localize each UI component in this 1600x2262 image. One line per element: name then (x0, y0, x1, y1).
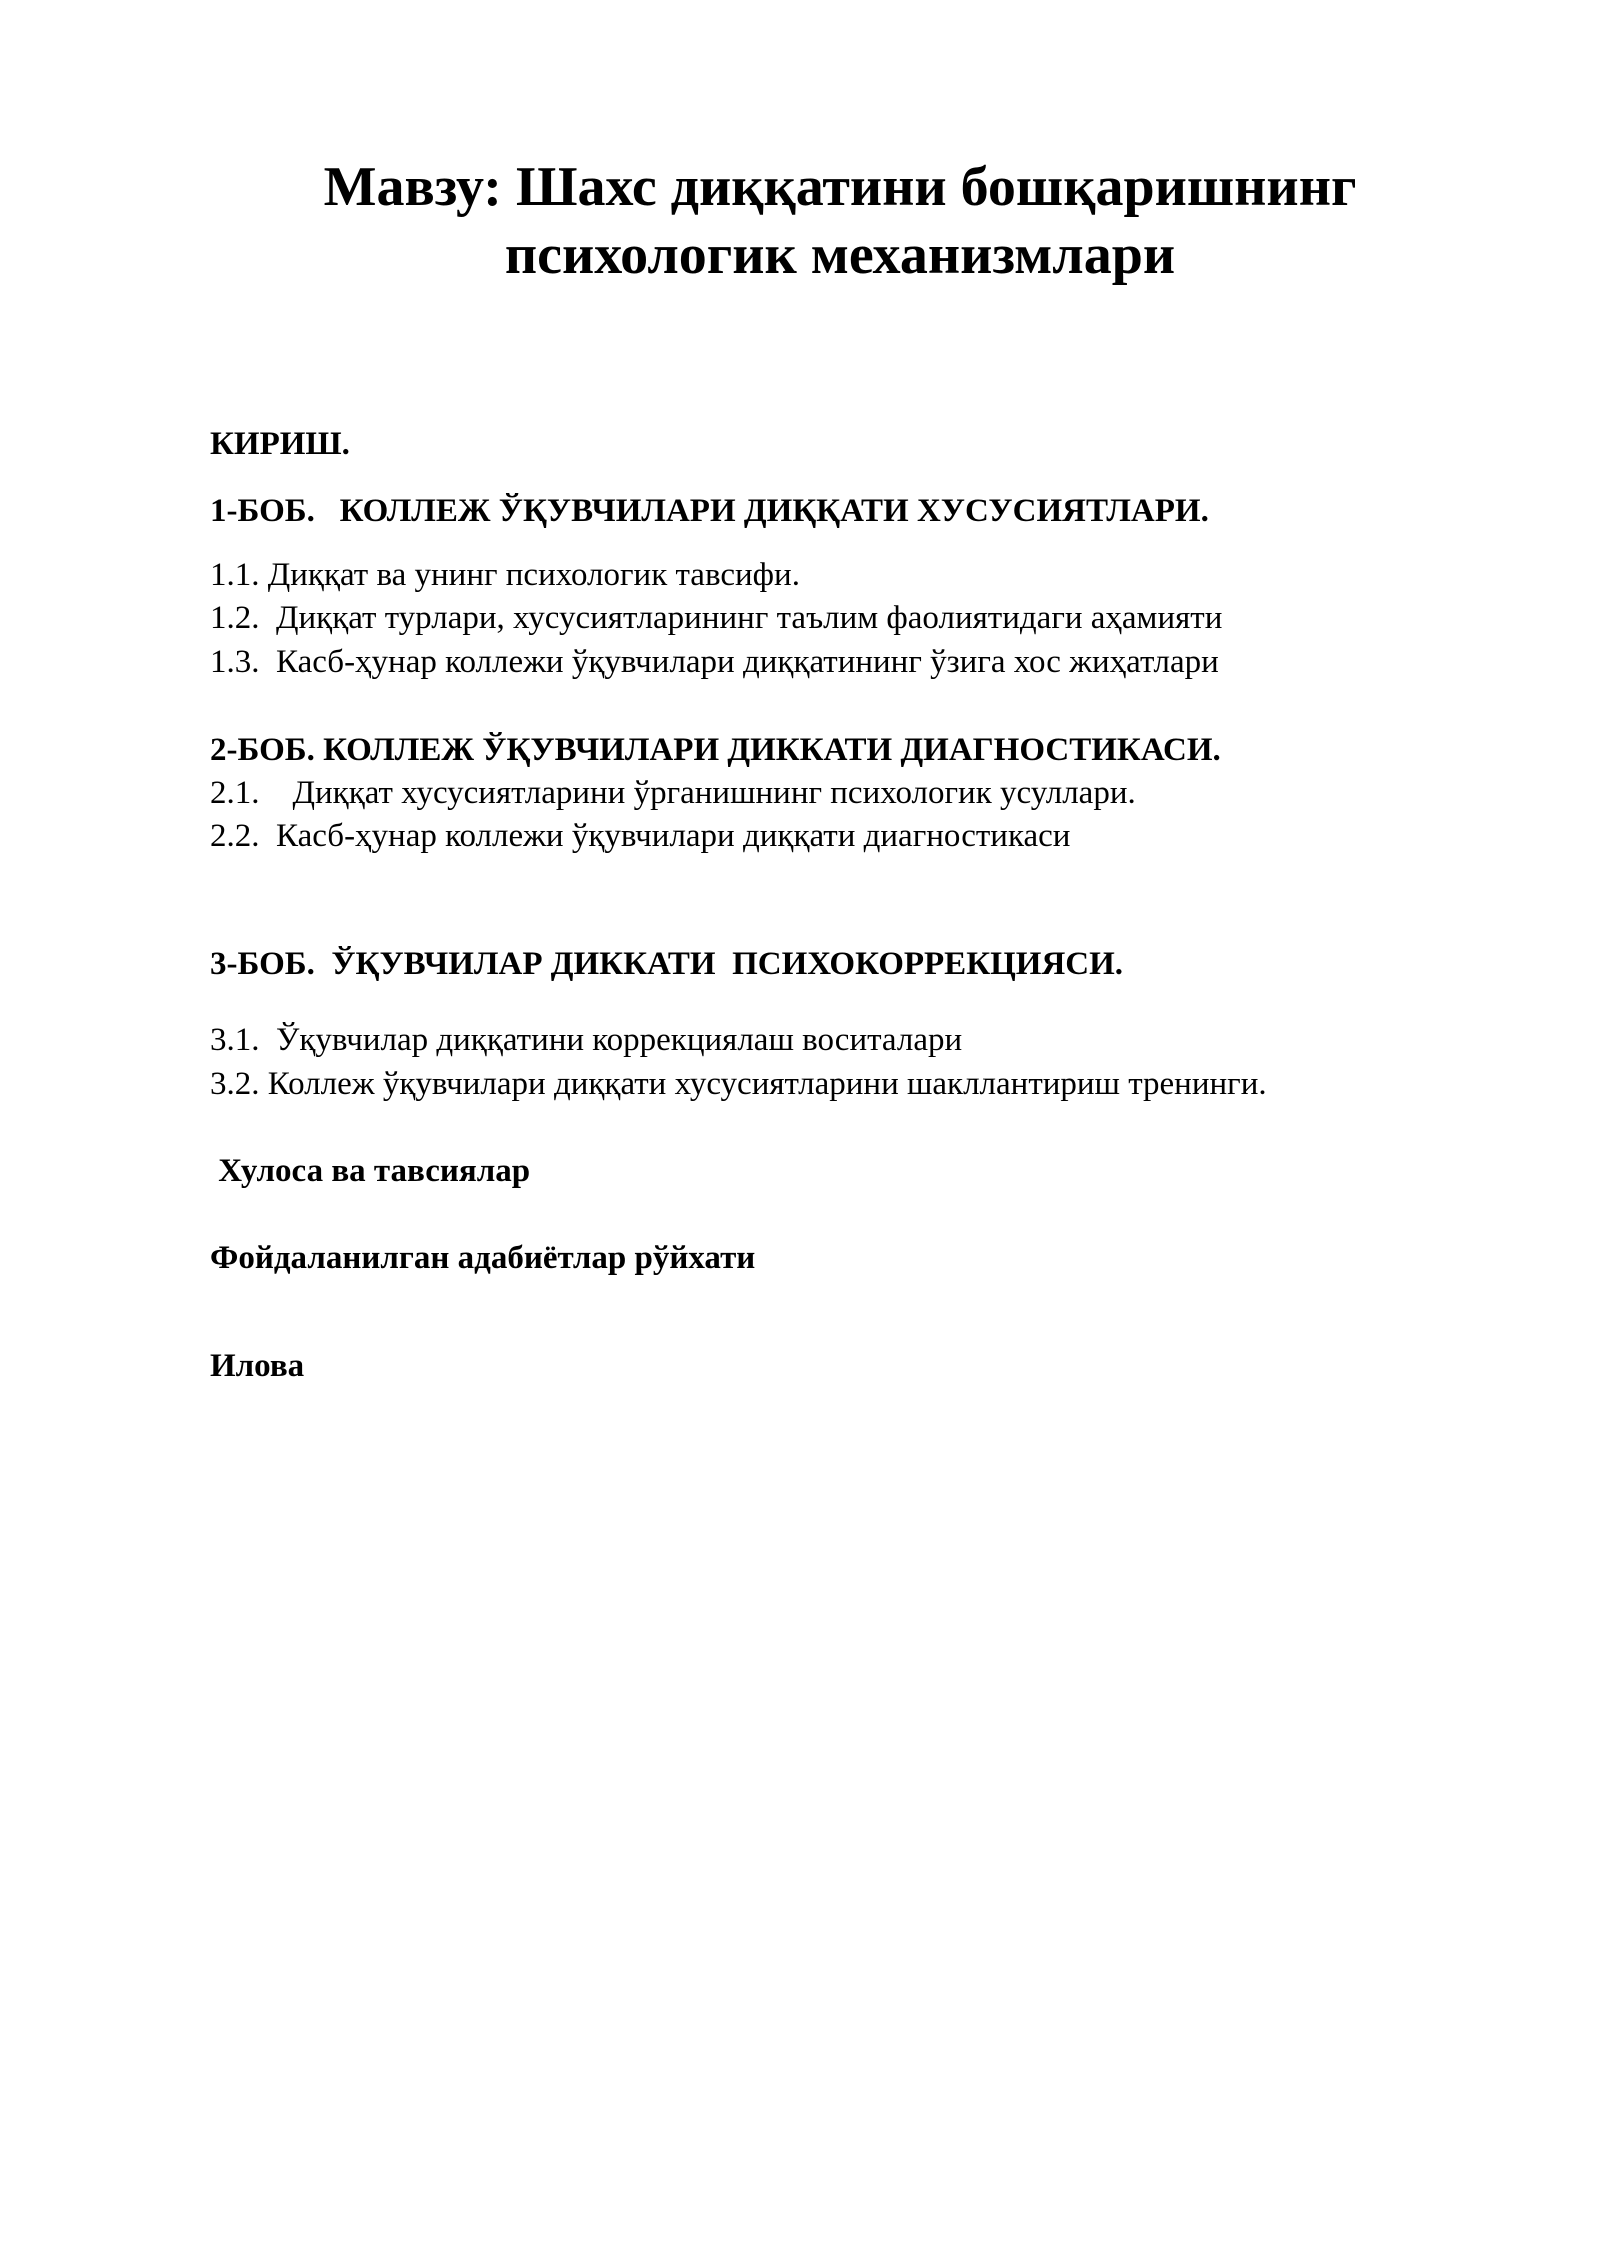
toc-chapter-2-heading: 2-БОБ. КОЛЛЕЖ ЎҚУВЧИЛАРИ ДИККАТИ ДИАГНОСТИКАСИ. (210, 732, 1221, 768)
toc-item-1-3: 1.3. Касб-ҳунар коллежи ўқувчилари диққатининг ўзига хос жиҳатлари (210, 644, 1219, 680)
title-line-2: психологик механизмлари (504, 224, 1176, 286)
toc-item-2-1: 2.1. Диққат хусусиятларини ўрганишнинг психологик усуллари. (210, 775, 1136, 811)
toc-conclusion: Хулоса ва тавсиялар (210, 1153, 531, 1189)
toc-item-3-1: 3.1. Ўқувчилар диққатини коррекциялаш воситалари (210, 1022, 963, 1058)
toc-item-3-2: 3.2. Коллеж ўқувчилари диққати хусусиятларини шакллантириш тренинги. (210, 1066, 1267, 1102)
toc-item-2-2: 2.2. Касб-ҳунар коллежи ўқувчилари диққати диагностикаси (210, 818, 1071, 854)
toc-item-1-2: 1.2. Диққат турлари, хусусиятларининг таълим фаолиятидаги аҳамияти (210, 600, 1223, 636)
toc-appendix: Илова (210, 1348, 305, 1384)
toc-references: Фойдаланилган адабиётлар рўйхати (210, 1240, 756, 1276)
toc-intro: КИРИШ. (210, 426, 350, 462)
toc-item-1-1: 1.1. Диққат ва унинг психологик тавсифи. (210, 557, 800, 593)
title-line-1: Мавзу: Шахс диққатини бошқаришнинг (323, 156, 1357, 218)
document-title (0, 153, 1600, 289)
toc-chapter-1-heading: 1-БОБ. КОЛЛЕЖ ЎҚУВЧИЛАРИ ДИҚҚАТИ ХУСУСИЯТЛАРИ. (210, 493, 1209, 529)
toc-chapter-3-heading: 3-БОБ. ЎҚУВЧИЛАР ДИККАТИ ПСИХОКОРРЕКЦИЯСИ. (210, 946, 1124, 982)
